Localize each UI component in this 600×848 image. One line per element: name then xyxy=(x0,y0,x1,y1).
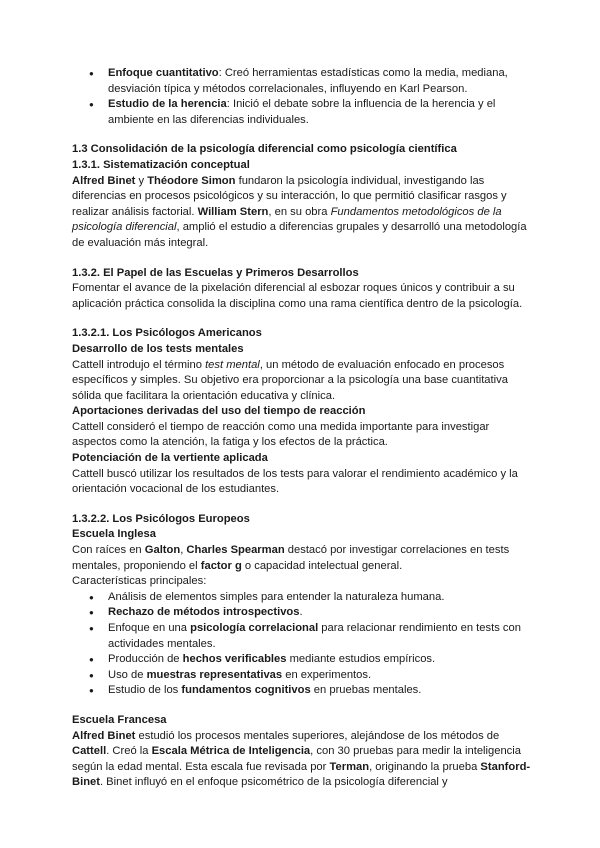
heading-vertiente-aplicada: Potenciación de la vertiente aplicada xyxy=(72,452,268,465)
list-item: ● Enfoque cuantitativo: Creó herramientas estadísticas como la media, mediana, desviación típica y métodos correlacionales, influyendo en Karl Pearson. xyxy=(108,66,532,97)
paragraph-1-3-2: Fomentar el avance de la pixelación diferencial al esbozar roques únicos y contribuir a su aplicación práctica consolida la disciplina como una rama científica dentro de la psicología. xyxy=(72,282,523,310)
paragraph-escuela-inglesa: Con raíces en Galton, Charles Spearman destacó por investigar correlaciones en tests mentales, proponiendo el factor g o capacidad intelectual general. xyxy=(72,544,510,572)
list-item: ● Uso de muestras representativas en experimentos. xyxy=(108,668,532,684)
subsection-heading-1-3-1: 1.3.1. Sistematización conceptual xyxy=(72,158,250,171)
heading-tests-mentales: Desarrollo de los tests mentales xyxy=(72,342,244,355)
list-item: ● Rechazo de métodos introspectivos. xyxy=(108,605,532,621)
heading-escuela-francesa: Escuela Francesa xyxy=(72,713,167,726)
paragraph-escuela-francesa: Alfred Binet estudió los procesos mentales superiores, alejándose de los métodos de Cattell. Creó la Escala Métrica de Inteligencia, con 30 pruebas para medir la inteligencia según la edad mental. Esta escala fue revisada por Terman, originando la prueba Stanford-Binet. Binet influyó en el enfoque psicométrico de la psicología diferencial y xyxy=(72,729,531,789)
heading-escuela-inglesa: Escuela Inglesa xyxy=(72,528,156,541)
list-item: ● Estudio de los fundamentos cognitivos en pruebas mentales. xyxy=(108,683,532,699)
subsection-heading-1-3-2-1: 1.3.2.1. Los Psicólogos Americanos xyxy=(72,327,262,340)
subsection-heading-1-3-2: 1.3.2. El Papel de las Escuelas y Primeros Desarrollos xyxy=(72,266,359,279)
top-bullet-list xyxy=(72,66,532,128)
section-heading-1-3: 1.3 Consolidación de la psicología diferencial como psicología científica xyxy=(72,143,457,156)
list-item: ● Producción de hechos verificables mediante estudios empíricos. xyxy=(108,652,532,668)
features-label: Características principales: xyxy=(72,575,207,588)
paragraph-vertiente-aplicada: Cattell buscó utilizar los resultados de los tests para valorar el rendimiento académico y la orientación vocacional de los estudiantes. xyxy=(72,467,518,496)
list-item: ● Enfoque en una psicología correlacional para relacionar rendimiento en tests con actividades mentales. xyxy=(108,621,532,652)
document-page xyxy=(72,66,532,791)
features-list xyxy=(72,590,532,699)
subsection-heading-1-3-2-2: 1.3.2.2. Los Psicólogos Europeos xyxy=(72,512,250,525)
paragraph-tests-mentales: Cattell introdujo el término test mental, un método de evaluación enfocado en procesos específicos y simples. Su objetivo era proporcionar a la psicología una base cuantitativa sólida que facilitara la orientación educativa y clínica. xyxy=(72,358,508,402)
list-item: ● Análisis de elementos simples para entender la naturaleza humana. xyxy=(108,590,532,606)
heading-tiempo-reaccion: Aportaciones derivadas del uso del tiempo de reacción xyxy=(72,405,366,418)
paragraph-tiempo-reaccion: Cattell consideró el tiempo de reacción como una medida importante para investigar aspectos como la atención, la fatiga y los efectos de la práctica. xyxy=(72,420,490,449)
paragraph-1-3-1: Alfred Binet y Théodore Simon fundaron la psicología individual, investigando las diferencias en procesos psicológicos y su interacción, lo que permitió clasificar rasgos y realizar análisis factorial. William Stern, en su obra Fundamentos metodológicos de la psicología diferencial, amplió el estudio a diferencias grupales y desarrolló una metodología de evaluación más integral. xyxy=(72,174,527,249)
list-item: ● Estudio de la herencia: Inició el debate sobre la influencia de la herencia y el ambiente en las diferencias individuales. xyxy=(108,97,532,128)
